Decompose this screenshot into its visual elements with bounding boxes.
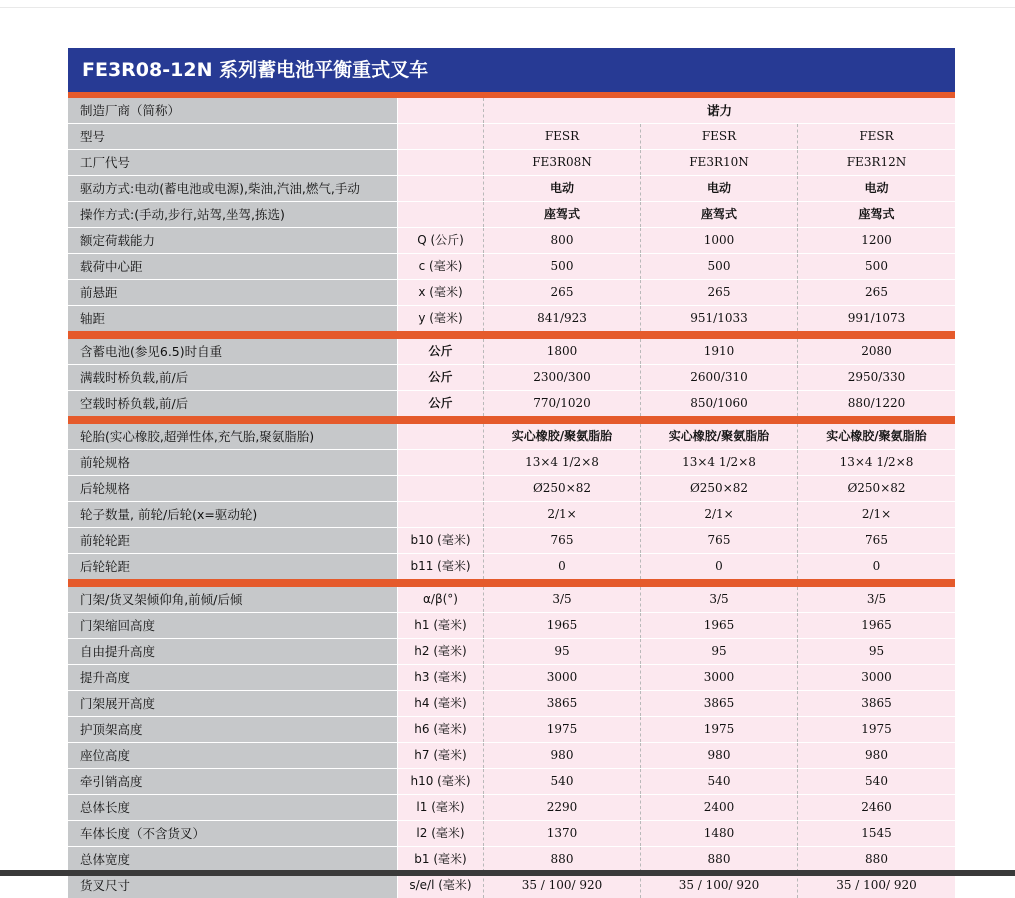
- spec-row: [68, 424, 955, 450]
- spec-row: [68, 717, 955, 743]
- spec-value: 95: [798, 639, 955, 664]
- spec-unit: l1 (毫米): [398, 795, 484, 820]
- spec-value: 3/5: [641, 587, 798, 612]
- spec-value: 1965: [641, 613, 798, 638]
- spec-value: 电动: [484, 176, 641, 201]
- spec-value: 1910: [641, 339, 798, 364]
- spec-value: 95: [641, 639, 798, 664]
- spec-unit: b1 (毫米): [398, 847, 484, 872]
- spec-label: 牵引销高度: [68, 769, 398, 794]
- spec-row: [68, 450, 955, 476]
- spec-row: [68, 306, 955, 331]
- spec-value: 0: [798, 554, 955, 579]
- spec-value: 1800: [484, 339, 641, 364]
- spec-row: [68, 587, 955, 613]
- spec-label: 含蓄电池(参见6.5)时自重: [68, 339, 398, 364]
- spec-label: 载荷中心距: [68, 254, 398, 279]
- spec-row: [68, 691, 955, 717]
- spec-row: [68, 795, 955, 821]
- sheet-title: FE3R08-12N 系列蓄电池平衡重式叉车: [68, 48, 955, 92]
- spec-value: 2/1×: [798, 502, 955, 527]
- spec-value: 880/1220: [798, 391, 955, 416]
- spec-unit: Q (公斤): [398, 228, 484, 253]
- spec-value: FE3R08N: [484, 150, 641, 175]
- spec-value: 880: [484, 847, 641, 872]
- spec-table: [68, 98, 955, 898]
- bottom-bar: [0, 870, 1015, 876]
- spec-group: [68, 98, 955, 331]
- spec-row: [68, 365, 955, 391]
- spec-value: 座驾式: [484, 202, 641, 227]
- spec-unit: h1 (毫米): [398, 613, 484, 638]
- spec-value: 2400: [641, 795, 798, 820]
- spec-value: 3/5: [798, 587, 955, 612]
- spec-value: 540: [798, 769, 955, 794]
- spec-label: 轴距: [68, 306, 398, 331]
- spec-unit: h7 (毫米): [398, 743, 484, 768]
- spec-value: 0: [484, 554, 641, 579]
- spec-label: 前轮规格: [68, 450, 398, 475]
- spec-value: 2600/310: [641, 365, 798, 390]
- spec-unit: [398, 98, 484, 123]
- spec-value: 841/923: [484, 306, 641, 331]
- spec-row: [68, 280, 955, 306]
- spec-row: [68, 150, 955, 176]
- spec-label: 轮胎(实心橡胶,超弹性体,充气胎,聚氨脂胎): [68, 424, 398, 449]
- spec-value: 0: [641, 554, 798, 579]
- spec-value: 1545: [798, 821, 955, 846]
- spec-group: [68, 424, 955, 579]
- spec-row: [68, 613, 955, 639]
- spec-value: FESR: [484, 124, 641, 149]
- spec-row: [68, 202, 955, 228]
- spec-value: 3865: [798, 691, 955, 716]
- spec-label: 自由提升高度: [68, 639, 398, 664]
- spec-unit: h10 (毫米): [398, 769, 484, 794]
- spec-label: 护顶架高度: [68, 717, 398, 742]
- spec-value: 3000: [798, 665, 955, 690]
- spec-row: [68, 502, 955, 528]
- spec-row: [68, 821, 955, 847]
- spec-label: 座位高度: [68, 743, 398, 768]
- spec-value: FE3R12N: [798, 150, 955, 175]
- spec-label: 前轮轮距: [68, 528, 398, 553]
- spec-unit: b11 (毫米): [398, 554, 484, 579]
- spec-value: 500: [641, 254, 798, 279]
- spec-row: [68, 554, 955, 579]
- spec-row: [68, 873, 955, 898]
- spec-label: 后轮规格: [68, 476, 398, 501]
- spec-row: [68, 528, 955, 554]
- spec-unit: [398, 450, 484, 475]
- spec-value: 2950/330: [798, 365, 955, 390]
- spec-unit: y (毫米): [398, 306, 484, 331]
- spec-value: 980: [798, 743, 955, 768]
- spec-row: [68, 176, 955, 202]
- spec-value: 265: [641, 280, 798, 305]
- spec-row: [68, 228, 955, 254]
- spec-label: 额定荷载能力: [68, 228, 398, 253]
- spec-value: 2290: [484, 795, 641, 820]
- spec-unit: [398, 150, 484, 175]
- spec-value: 951/1033: [641, 306, 798, 331]
- spec-value: 电动: [641, 176, 798, 201]
- spec-value: 3000: [484, 665, 641, 690]
- spec-value: 座驾式: [798, 202, 955, 227]
- spec-label: 驱动方式:电动(蓄电池或电源),柴油,汽油,燃气,手动: [68, 176, 398, 201]
- spec-label: 型号: [68, 124, 398, 149]
- spec-value: 880: [641, 847, 798, 872]
- spec-value: 980: [641, 743, 798, 768]
- spec-label: 门架展开高度: [68, 691, 398, 716]
- spec-unit: [398, 476, 484, 501]
- spec-row: [68, 639, 955, 665]
- spec-unit: [398, 424, 484, 449]
- spec-value: 980: [484, 743, 641, 768]
- spec-value: 765: [798, 528, 955, 553]
- spec-value: 880: [798, 847, 955, 872]
- spec-unit: b10 (毫米): [398, 528, 484, 553]
- spec-label: 轮子数量, 前轮/后轮(x=驱动轮): [68, 502, 398, 527]
- spec-value: 35 / 100/ 920: [798, 873, 955, 898]
- spec-value: 2/1×: [484, 502, 641, 527]
- spec-value: 1975: [641, 717, 798, 742]
- spec-value: 1965: [798, 613, 955, 638]
- spec-row: [68, 476, 955, 502]
- spec-value: 500: [484, 254, 641, 279]
- spec-value: 35 / 100/ 920: [641, 873, 798, 898]
- spec-label: 提升高度: [68, 665, 398, 690]
- spec-value: 2080: [798, 339, 955, 364]
- spec-value: 265: [484, 280, 641, 305]
- spec-value: 2300/300: [484, 365, 641, 390]
- spec-value: 实心橡胶/聚氨脂胎: [641, 424, 798, 449]
- spec-group: [68, 339, 955, 416]
- spec-value: 1000: [641, 228, 798, 253]
- spec-value: 991/1073: [798, 306, 955, 331]
- spec-value: 540: [484, 769, 641, 794]
- spec-value: 13×4 1/2×8: [484, 450, 641, 475]
- spec-value: 1480: [641, 821, 798, 846]
- spec-value: FE3R10N: [641, 150, 798, 175]
- spec-unit: α/β(°): [398, 587, 484, 612]
- spec-row: [68, 339, 955, 365]
- spec-value: 实心橡胶/聚氨脂胎: [798, 424, 955, 449]
- group-separator: [68, 331, 955, 339]
- spec-label: 门架/货叉架倾仰角,前倾/后倾: [68, 587, 398, 612]
- spec-value: 1975: [484, 717, 641, 742]
- spec-row: [68, 254, 955, 280]
- spec-unit: 公斤: [398, 365, 484, 390]
- spec-label: 后轮轮距: [68, 554, 398, 579]
- spec-group: [68, 587, 955, 898]
- spec-value: 265: [798, 280, 955, 305]
- spec-value: 800: [484, 228, 641, 253]
- spec-unit: h4 (毫米): [398, 691, 484, 716]
- spec-value: 500: [798, 254, 955, 279]
- spec-value: 35 / 100/ 920: [484, 873, 641, 898]
- spec-row: [68, 665, 955, 691]
- spec-unit: c (毫米): [398, 254, 484, 279]
- spec-value: 1370: [484, 821, 641, 846]
- spec-label: 工厂代号: [68, 150, 398, 175]
- spec-unit: [398, 124, 484, 149]
- spec-unit: [398, 502, 484, 527]
- spec-value: 3000: [641, 665, 798, 690]
- spec-label: 操作方式:(手动,步行,站驾,坐驾,拣选): [68, 202, 398, 227]
- spec-unit: h6 (毫米): [398, 717, 484, 742]
- spec-label: 门架缩回高度: [68, 613, 398, 638]
- spec-value: FESR: [641, 124, 798, 149]
- group-separator: [68, 579, 955, 587]
- spec-label: 总体长度: [68, 795, 398, 820]
- spec-label: 前悬距: [68, 280, 398, 305]
- spec-label: 车体长度（不含货叉）: [68, 821, 398, 846]
- spec-row: [68, 124, 955, 150]
- spec-value: 电动: [798, 176, 955, 201]
- spec-value: 95: [484, 639, 641, 664]
- spec-sheet: [68, 48, 955, 898]
- spec-value: 850/1060: [641, 391, 798, 416]
- spec-unit: [398, 202, 484, 227]
- spec-value: 765: [484, 528, 641, 553]
- spec-row: [68, 98, 955, 124]
- spec-unit: 公斤: [398, 391, 484, 416]
- spec-value: Ø250×82: [641, 476, 798, 501]
- spec-value: Ø250×82: [484, 476, 641, 501]
- spec-value: 13×4 1/2×8: [641, 450, 798, 475]
- spec-value: 座驾式: [641, 202, 798, 227]
- spec-value: 770/1020: [484, 391, 641, 416]
- spec-unit: [398, 176, 484, 201]
- spec-value: 1200: [798, 228, 955, 253]
- spec-value: 3/5: [484, 587, 641, 612]
- spec-value: 1965: [484, 613, 641, 638]
- spec-unit: l2 (毫米): [398, 821, 484, 846]
- spec-value-span: 诺力: [484, 98, 955, 123]
- spec-row: [68, 769, 955, 795]
- spec-unit: x (毫米): [398, 280, 484, 305]
- spec-unit: h2 (毫米): [398, 639, 484, 664]
- spec-label: 满载时桥负载,前/后: [68, 365, 398, 390]
- spec-value: FESR: [798, 124, 955, 149]
- spec-value: 2460: [798, 795, 955, 820]
- spec-value: Ø250×82: [798, 476, 955, 501]
- spec-value: 3865: [641, 691, 798, 716]
- spec-value: 13×4 1/2×8: [798, 450, 955, 475]
- group-separator: [68, 416, 955, 424]
- spec-row: [68, 743, 955, 769]
- spec-unit: 公斤: [398, 339, 484, 364]
- top-divider: [0, 7, 1015, 8]
- spec-value: 1975: [798, 717, 955, 742]
- spec-label: 货叉尺寸: [68, 873, 398, 898]
- spec-value: 765: [641, 528, 798, 553]
- spec-unit: s/e/l (毫米): [398, 873, 484, 898]
- spec-row: [68, 391, 955, 416]
- spec-label: 空载时桥负载,前/后: [68, 391, 398, 416]
- spec-label: 总体宽度: [68, 847, 398, 872]
- spec-value: 2/1×: [641, 502, 798, 527]
- spec-label: 制造厂商（简称）: [68, 98, 398, 123]
- spec-unit: h3 (毫米): [398, 665, 484, 690]
- spec-value: 3865: [484, 691, 641, 716]
- spec-value: 实心橡胶/聚氨脂胎: [484, 424, 641, 449]
- spec-value: 540: [641, 769, 798, 794]
